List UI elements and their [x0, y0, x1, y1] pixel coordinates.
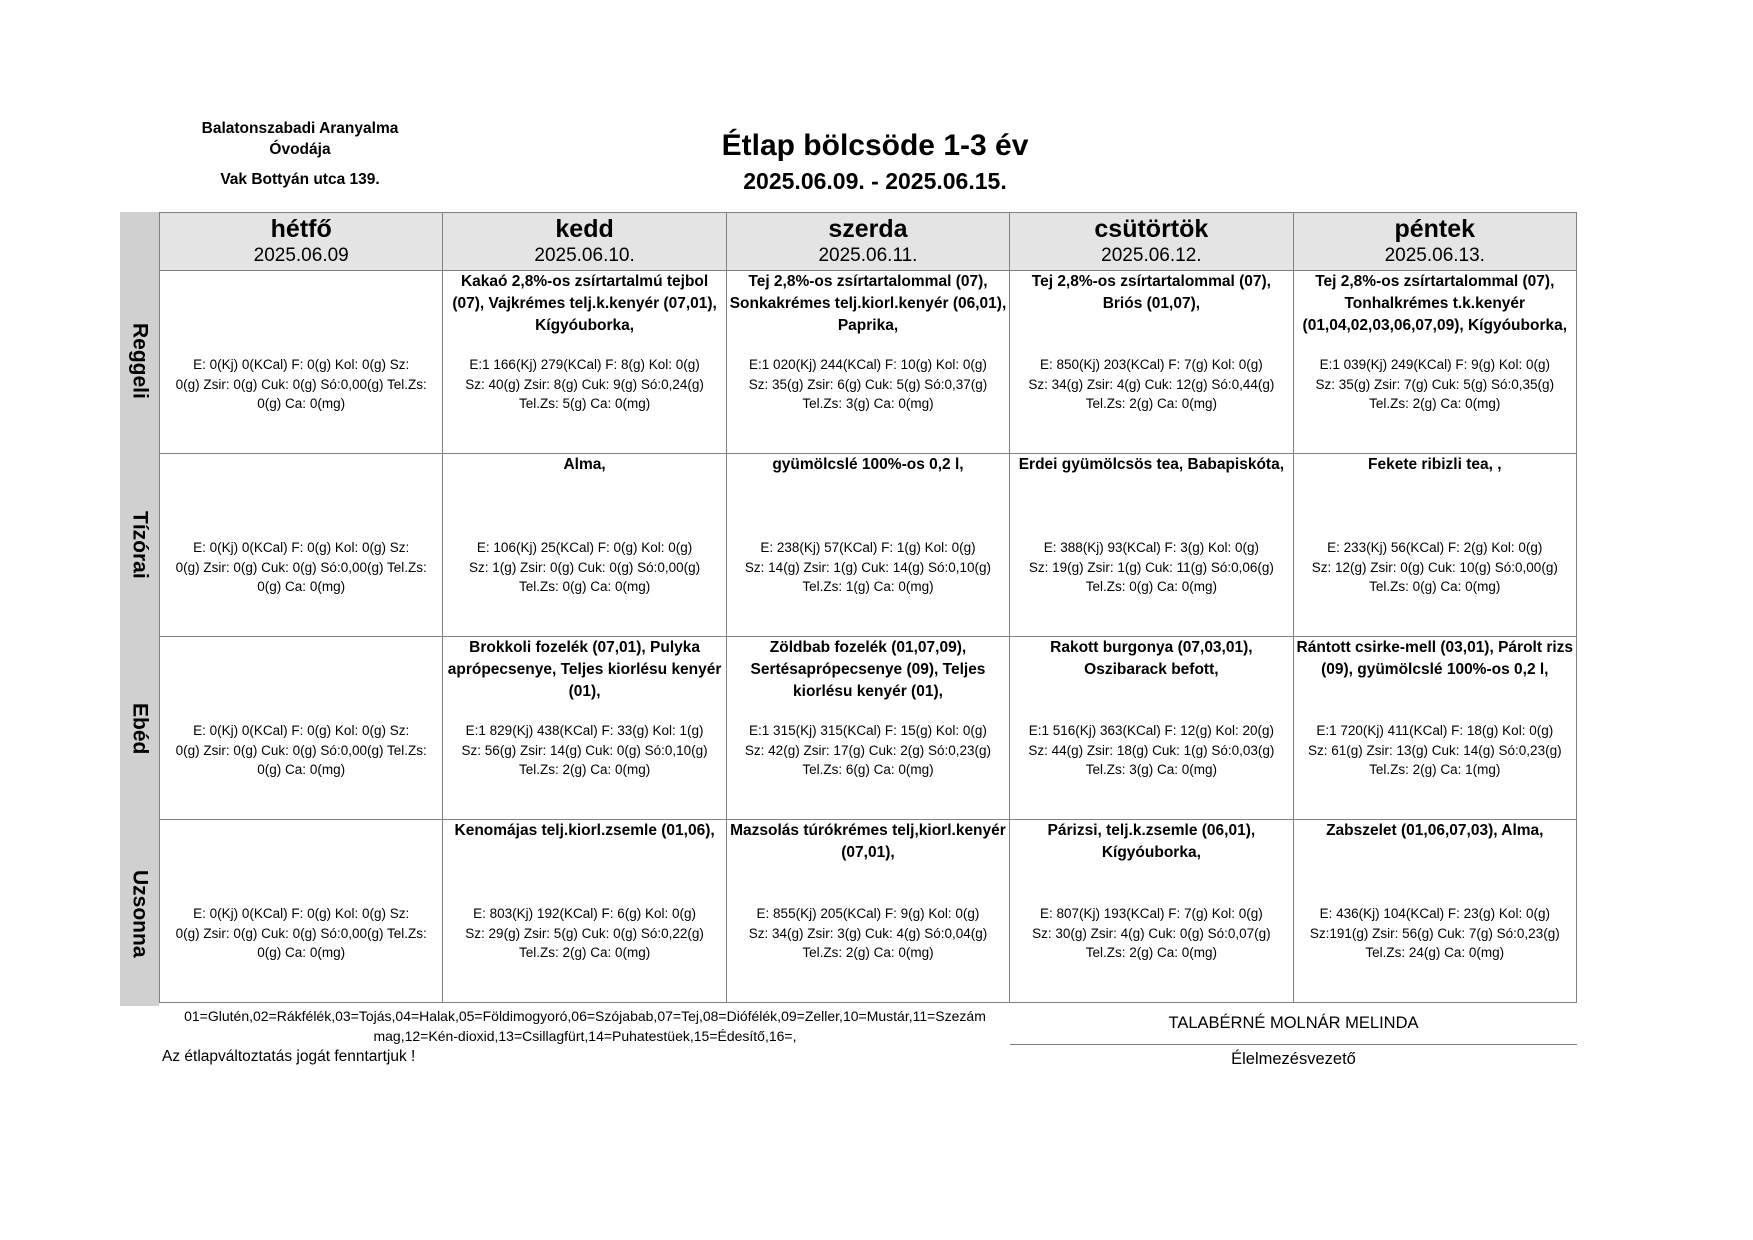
dish-text: Tej 2,8%-os zsírtartalommal (07), Sonkakrémes telj.kiorl.kenyér (06,01), Paprika, — [729, 273, 1007, 334]
date-range: 2025.06.09. - 2025.06.15. — [743, 168, 1007, 194]
title-block — [640, 128, 1110, 196]
nutrition-text: E:1 315(Kj) 315(KCal) F: 15(g) Kol: 0(g) Sz: 42(g) Zsir: 17(g) Cuk: 2(g) Só:0,23(g) Tel.Zs: 6(g) Ca: 0(mg) — [744, 723, 992, 777]
menu-cell — [443, 454, 726, 637]
meal-row-ebed — [160, 637, 1577, 820]
meal-label-tizorai: Tízórai — [128, 511, 152, 579]
dish-text: Tej 2,8%-os zsírtartalommal (07), Tonhalkrémes t.k.kenyér (01,04,02,03,06,07,09), Kígyóuborka, — [1302, 273, 1568, 334]
menu-cell — [726, 820, 1009, 1003]
institution-name-line1: Balatonszabadi Aranyalma — [201, 120, 399, 137]
nutrition-text: E: 0(Kj) 0(KCal) F: 0(g) Kol: 0(g) Sz: 0(g) Zsir: 0(g) Cuk: 0(g) Só:0,00(g) Tel.Zs: 0(g) Ca: 0(mg) — [175, 723, 427, 777]
nutrition-text: E:1 020(Kj) 244(KCal) F: 10(g) Kol: 0(g) Sz: 35(g) Zsir: 6(g) Cuk: 5(g) Só:0,37(g) Tel.Zs: 3(g) Ca: 0(mg) — [748, 357, 988, 411]
menu-cell — [1010, 271, 1293, 454]
nutrition-text: E: 855(Kj) 205(KCal) F: 9(g) Kol: 0(g) Sz: 34(g) Zsir: 3(g) Cuk: 4(g) Só:0,04(g) Tel.Zs: 2(g) Ca: 0(mg) — [748, 906, 988, 960]
menu-cell — [1010, 820, 1293, 1003]
institution-block — [190, 118, 410, 190]
institution-address: Vak Bottyán utca 139. — [220, 171, 380, 188]
nutrition-text: E:1 516(Kj) 363(KCal) F: 12(g) Kol: 20(g) Sz: 44(g) Zsir: 18(g) Cuk: 1(g) Só:0,03(g) Tel.Zs: 3(g) Ca: 0(mg) — [1028, 723, 1275, 777]
dish-text: Párizsi, telj.k.zsemle (06,01), Kígyóuborka, — [1047, 822, 1256, 861]
day-header-wednesday: szerda 2025.06.11. — [726, 213, 1009, 271]
disclaimer: Az étlapváltoztatás jogát fenntartjuk ! — [162, 1048, 416, 1065]
day-header-thursday: csütörtök 2025.06.12. — [1010, 213, 1293, 271]
nutrition-text: E:1 039(Kj) 249(KCal) F: 9(g) Kol: 0(g) Sz: 35(g) Zsir: 7(g) Cuk: 5(g) Só:0,35(g) Tel.Zs: 2(g) Ca: 0(mg) — [1315, 357, 1555, 411]
menu-cell — [1010, 454, 1293, 637]
nutrition-text: E: 0(Kj) 0(KCal) F: 0(g) Kol: 0(g) Sz: 0(g) Zsir: 0(g) Cuk: 0(g) Só:0,00(g) Tel.Zs: 0(g) Ca: 0(mg) — [175, 906, 427, 960]
dish-text: Kakaó 2,8%-os zsírtartalmú tejbol (07), Vajkrémes telj.k.kenyér (07,01), Kígyóuborka, — [452, 273, 717, 334]
dish-text: Fekete ribizli tea, , — [1368, 456, 1502, 473]
nutrition-text: E: 238(Kj) 57(KCal) F: 1(g) Kol: 0(g) Sz: 14(g) Zsir: 1(g) Cuk: 14(g) Só:0,10(g) Tel.Zs: 1(g) Ca: 0(mg) — [744, 540, 992, 594]
nutrition-text: E:1 829(Kj) 438(KCal) F: 33(g) Kol: 1(g) Sz: 56(g) Zsir: 14(g) Cuk: 0(g) Só:0,10(g) Tel.Zs: 2(g) Ca: 0(mg) — [461, 723, 708, 777]
nutrition-text: E: 106(Kj) 25(KCal) F: 0(g) Kol: 0(g) Sz: 1(g) Zsir: 0(g) Cuk: 0(g) Só:0,00(g) Tel.Zs: 0(g) Ca: 0(mg) — [469, 540, 701, 594]
meal-label-ebed: Ebéd — [128, 703, 152, 755]
nutrition-text: E: 807(Kj) 193(KCal) F: 7(g) Kol: 0(g) Sz: 30(g) Zsir: 4(g) Cuk: 0(g) Só:0,07(g) Tel.Zs: 2(g) Ca: 0(mg) — [1032, 906, 1271, 960]
menu-cell — [726, 637, 1009, 820]
nutrition-text: E: 388(Kj) 93(KCal) F: 3(g) Kol: 0(g) Sz: 19(g) Zsir: 1(g) Cuk: 11(g) Só:0,06(g) Tel.Zs: 0(g) Ca: 0(mg) — [1028, 540, 1274, 594]
meal-row-reggeli — [160, 271, 1577, 454]
menu-table — [159, 212, 1577, 1003]
menu-cell — [160, 820, 443, 1003]
meal-label-reggeli: Reggeli — [128, 323, 152, 399]
dish-text: Rakott burgonya (07,03,01), Oszibarack befott, — [1050, 639, 1253, 678]
meal-label-uzsonna: Uzsonna — [128, 869, 152, 958]
dish-text: gyümölcslé 100%-os 0,2 l, — [772, 456, 964, 473]
nutrition-text: E: 233(Kj) 56(KCal) F: 2(g) Kol: 0(g) Sz: 12(g) Zsir: 0(g) Cuk: 10(g) Só:0,00(g) Tel.Zs: 0(g) Ca: 0(mg) — [1311, 540, 1558, 594]
dish-text: Mazsolás túrókrémes telj,kiorl.kenyér (07,01), — [730, 822, 1006, 861]
meal-row-uzsonna — [160, 820, 1577, 1003]
day-header-row — [160, 213, 1577, 271]
nutrition-text: E:1 166(Kj) 279(KCal) F: 8(g) Kol: 0(g) Sz: 40(g) Zsir: 8(g) Cuk: 9(g) Só:0,24(g) Tel.Zs: 5(g) Ca: 0(mg) — [465, 357, 704, 411]
nutrition-text: E: 850(Kj) 203(KCal) F: 7(g) Kol: 0(g) Sz: 34(g) Zsir: 4(g) Cuk: 12(g) Só:0,44(g) Tel.Zs: 2(g) Ca: 0(mg) — [1028, 357, 1275, 411]
dish-text: Erdei gyümölcsös tea, Babapiskóta, — [1018, 456, 1285, 473]
menu-cell — [1010, 637, 1293, 820]
menu-cell — [160, 454, 443, 637]
menu-cell — [1293, 454, 1576, 637]
nutrition-text: E: 803(Kj) 192(KCal) F: 6(g) Kol: 0(g) Sz: 29(g) Zsir: 5(g) Cuk: 0(g) Só:0,22(g) Tel.Zs: 2(g) Ca: 0(mg) — [465, 906, 704, 960]
signer-name: TALABÉRNÉ MOLNÁR MELINDA — [1168, 1014, 1419, 1032]
allergen-legend: 01=Glutén,02=Rákfélék,03=Tojás,04=Halak,05=Földimogyoró,06=Szójabab,07=Tej,08=Diófélék,09=Zeller,10=Mustár,11=Szezám mag,12=Kén-dioxid,13=Csillagfürt,14=Puhatestüek,15=Édesítő,16=, — [184, 1008, 986, 1044]
dish-text: Zöldbab fozelék (01,07,09), Sertésaprópecsenye (09), Teljes kiorlésu kenyér (01), — [750, 639, 986, 700]
nutrition-text: E: 0(Kj) 0(KCal) F: 0(g) Kol: 0(g) Sz: 0(g) Zsir: 0(g) Cuk: 0(g) Só:0,00(g) Tel.Zs: 0(g) Ca: 0(mg) — [175, 357, 427, 411]
menu-cell — [726, 454, 1009, 637]
day-header-tuesday: kedd 2025.06.10. — [443, 213, 726, 271]
menu-cell — [1293, 820, 1576, 1003]
menu-cell — [726, 271, 1009, 454]
menu-cell — [160, 637, 443, 820]
signer-role: Élelmezésvezető — [1231, 1050, 1356, 1068]
menu-cell — [1293, 271, 1576, 454]
nutrition-text: E: 436(Kj) 104(KCal) F: 23(g) Kol: 0(g) Sz:191(g) Zsir: 56(g) Cuk: 7(g) Só:0,23(g) Tel.Zs: 24(g) Ca: 0(mg) — [1309, 906, 1560, 960]
dish-text: Zabszelet (01,06,07,03), Alma, — [1326, 822, 1544, 839]
menu-cell — [1293, 637, 1576, 820]
signature-line — [1010, 1044, 1577, 1045]
meal-row-tizorai — [160, 454, 1577, 637]
nutrition-text: E:1 720(Kj) 411(KCal) F: 18(g) Kol: 0(g) Sz: 61(g) Zsir: 13(g) Cuk: 14(g) Só:0,23(g) Tel.Zs: 2(g) Ca: 1(mg) — [1307, 723, 1562, 777]
menu-cell — [443, 820, 726, 1003]
menu-cell — [443, 271, 726, 454]
dish-text: Alma, — [563, 456, 606, 473]
menu-cell — [443, 637, 726, 820]
dish-text: Kenomájas telj.kiorl.zsemle (01,06), — [454, 822, 715, 839]
dish-text: Rántott csirke-mell (03,01), Párolt rizs (09), gyümölcslé 100%-os 0,2 l, — [1296, 639, 1574, 678]
page-title: Étlap bölcsöde 1-3 év — [721, 129, 1029, 162]
day-header-friday: péntek 2025.06.13. — [1293, 213, 1576, 271]
day-header-monday: hétfő 2025.06.09 — [160, 213, 443, 271]
institution-name-line2: Óvodája — [269, 141, 331, 158]
nutrition-text: E: 0(Kj) 0(KCal) F: 0(g) Kol: 0(g) Sz: 0(g) Zsir: 0(g) Cuk: 0(g) Só:0,00(g) Tel.Zs: 0(g) Ca: 0(mg) — [175, 540, 427, 594]
dish-text: Brokkoli fozelék (07,01), Pulyka aprópecsenye, Teljes kiorlésu kenyér (01), — [447, 639, 722, 700]
dish-text: Tej 2,8%-os zsírtartalommal (07), Briós (01,07), — [1031, 273, 1271, 312]
menu-cell — [160, 271, 443, 454]
